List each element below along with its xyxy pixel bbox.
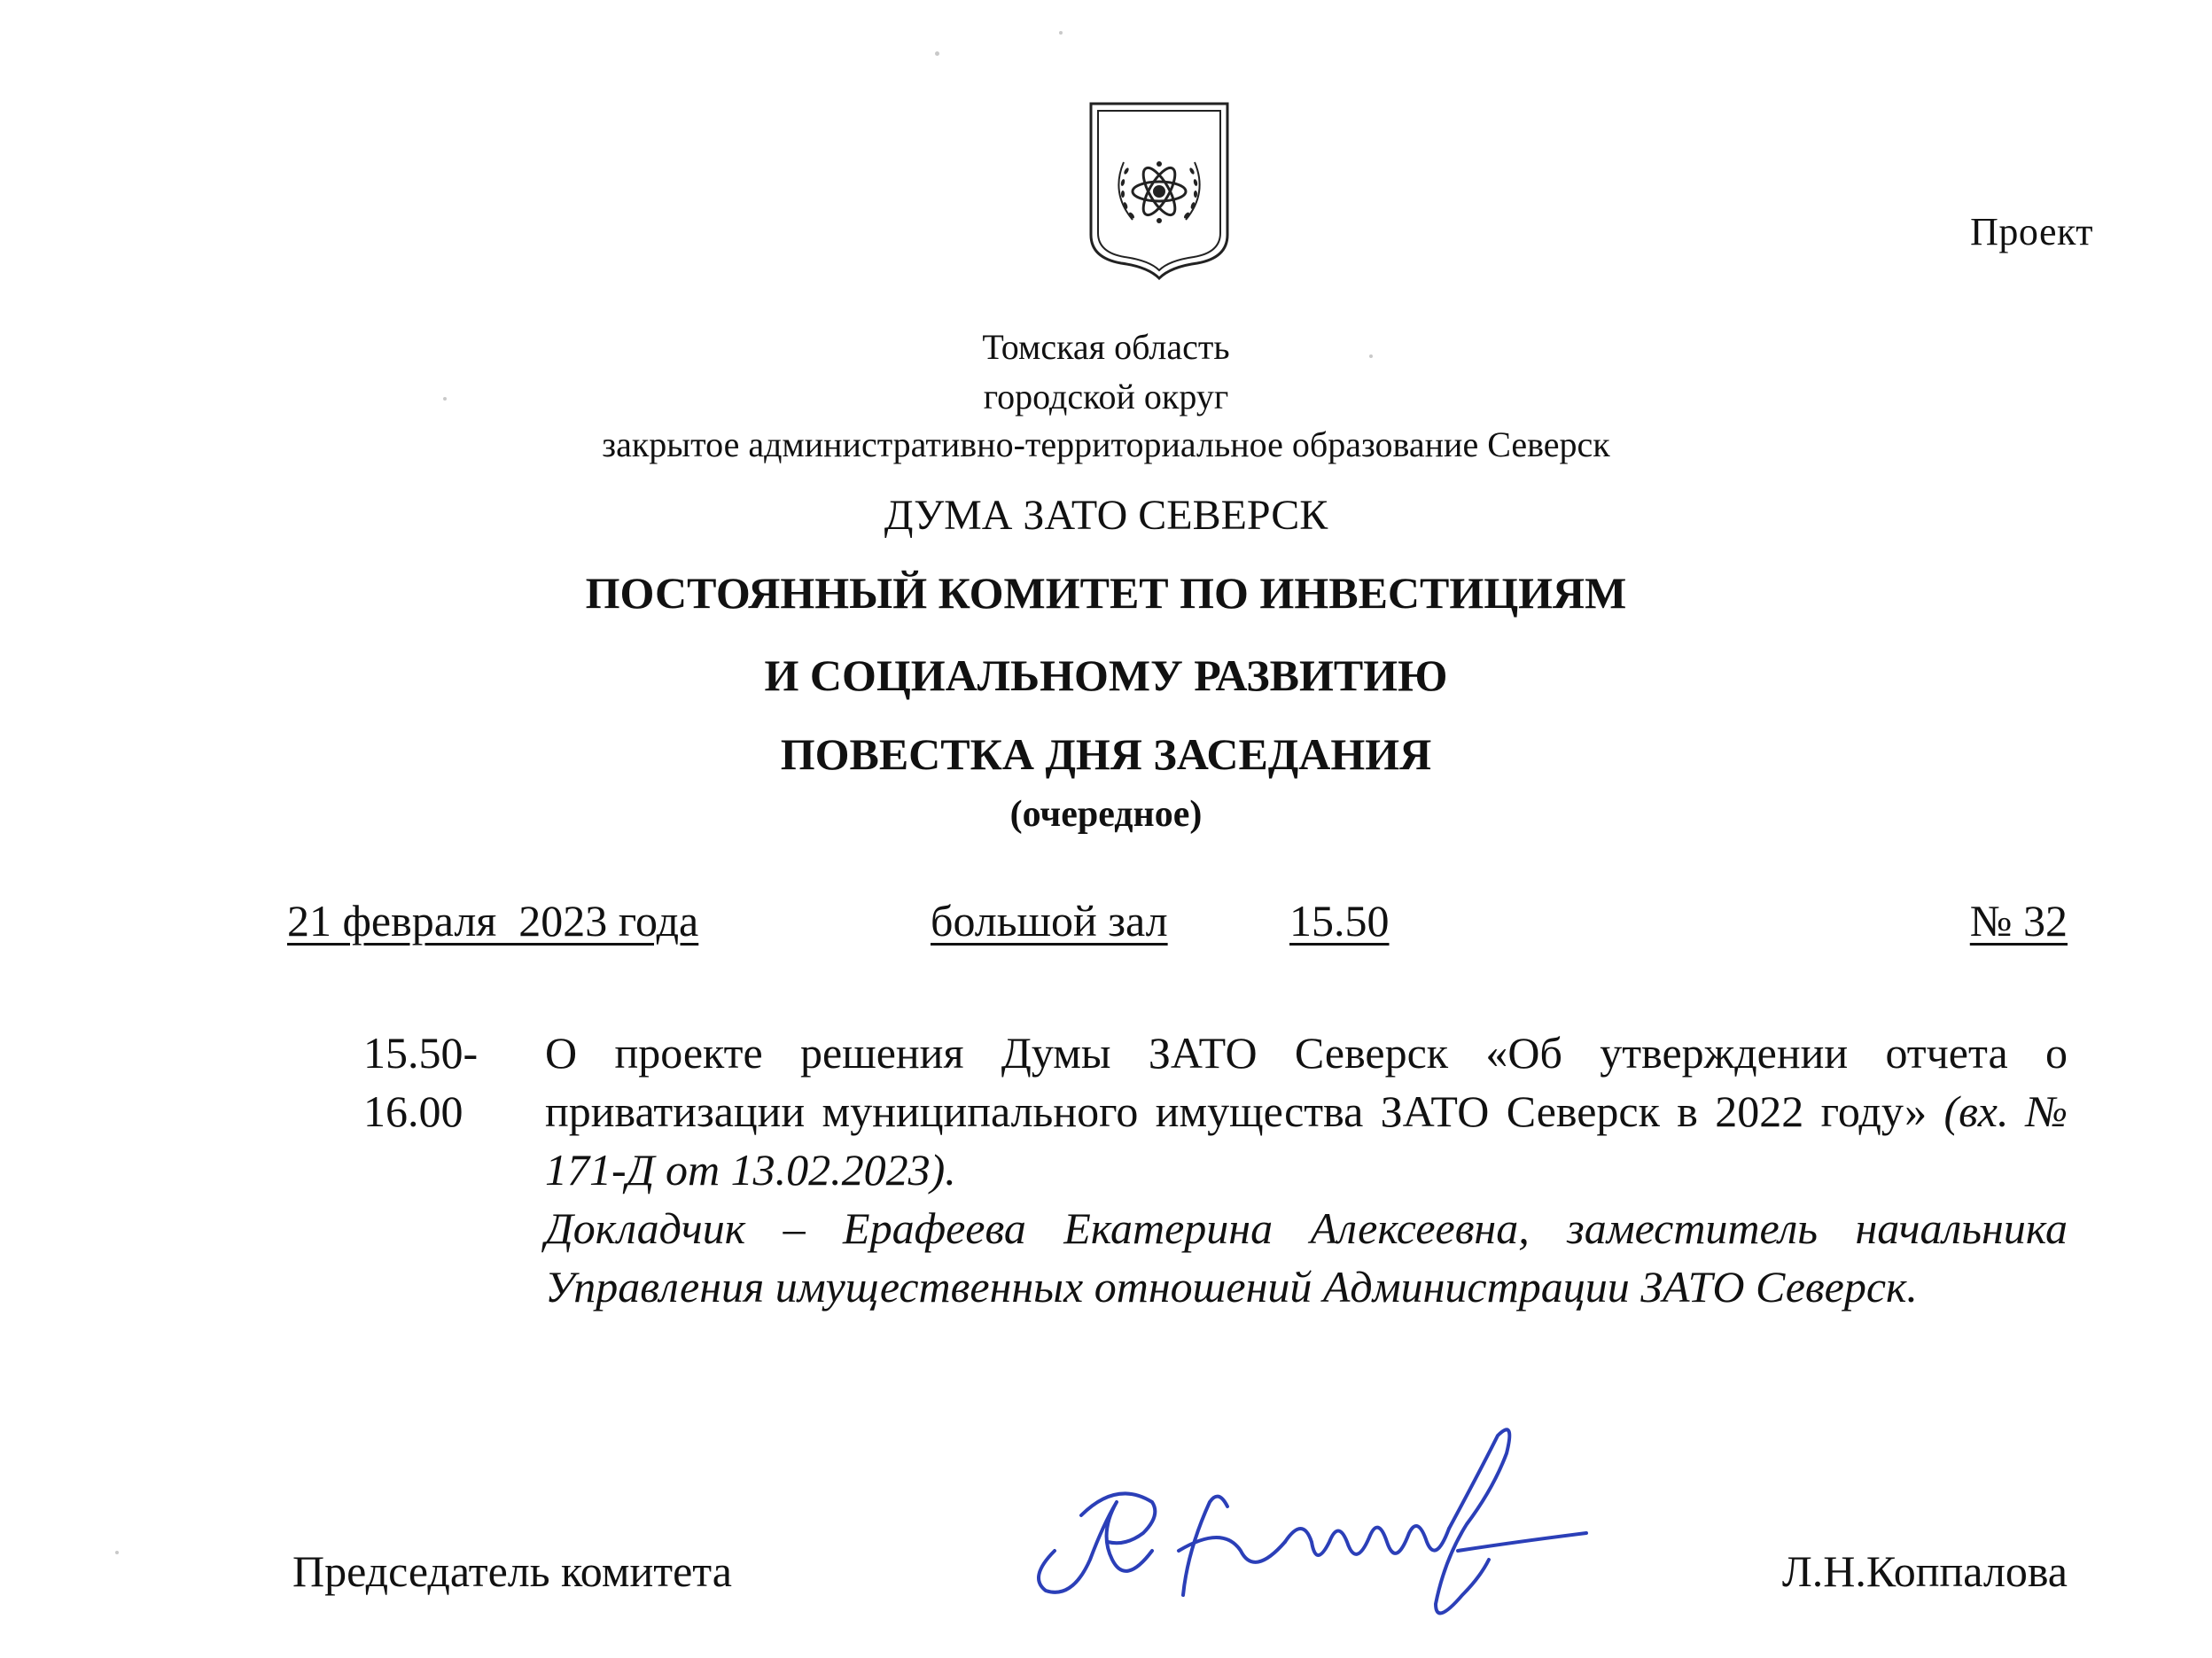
meeting-kind: (очередное) xyxy=(1009,794,1203,835)
zato-line: закрытое административно-территориальное образование Северск xyxy=(602,424,1610,464)
committee-title-line1: ПОСТОЯННЫЙ КОМИТЕТ ПО ИНВЕСТИЦИЯМ xyxy=(585,568,1627,618)
meeting-hall: большой зал xyxy=(931,896,1168,946)
agenda-item-speaker: Докладчик – Ерафеева Екатерина Алексеевна, заместитель начальника Управления имущественных отношений Администрации ЗАТО Северск. xyxy=(545,1203,2068,1312)
district-line: городской округ xyxy=(983,377,1229,416)
duma-title: ДУМА ЗАТО СЕВЕРСК xyxy=(884,492,1328,539)
agenda-item-time-start: 15.50- xyxy=(363,1028,479,1078)
chair-role: Председатель комитета xyxy=(292,1546,732,1596)
agenda-item-reference: (вх. № 171-Д от 13.02.2023). xyxy=(545,1086,2068,1195)
meeting-time: 15.50 xyxy=(1289,896,1390,946)
chair-name: Л.Н.Коппалова xyxy=(1781,1546,2068,1596)
agenda-item xyxy=(545,1024,2068,1316)
agenda-item-title: О проекте решения Думы ЗАТО Северск «Об утверждении отчета о приватизации муниципального имущества ЗАТО Северск в 2022 году» xyxy=(545,1028,2068,1136)
handwritten-signature xyxy=(1019,1418,1613,1631)
region-line: Томская область xyxy=(982,327,1230,367)
coat-of-arms-icon xyxy=(1084,100,1235,282)
scan-speck xyxy=(1059,31,1063,35)
agenda-item-text xyxy=(545,1024,2068,1199)
meeting-date: 21 февраля 2023 года xyxy=(287,896,699,946)
committee-title-line2: И СОЦИАЛЬНОМУ РАЗВИТИЮ xyxy=(764,650,1448,700)
agenda-item-time xyxy=(363,1024,514,1140)
scan-speck xyxy=(115,1551,119,1554)
draft-label: Проект xyxy=(1970,210,2093,253)
scan-speck xyxy=(935,51,939,56)
agenda-item-time-end: 16.00 xyxy=(363,1086,463,1136)
meeting-number: № 32 xyxy=(1969,896,2068,946)
agenda-title: ПОВЕСТКА ДНЯ ЗАСЕДАНИЯ xyxy=(780,729,1432,779)
